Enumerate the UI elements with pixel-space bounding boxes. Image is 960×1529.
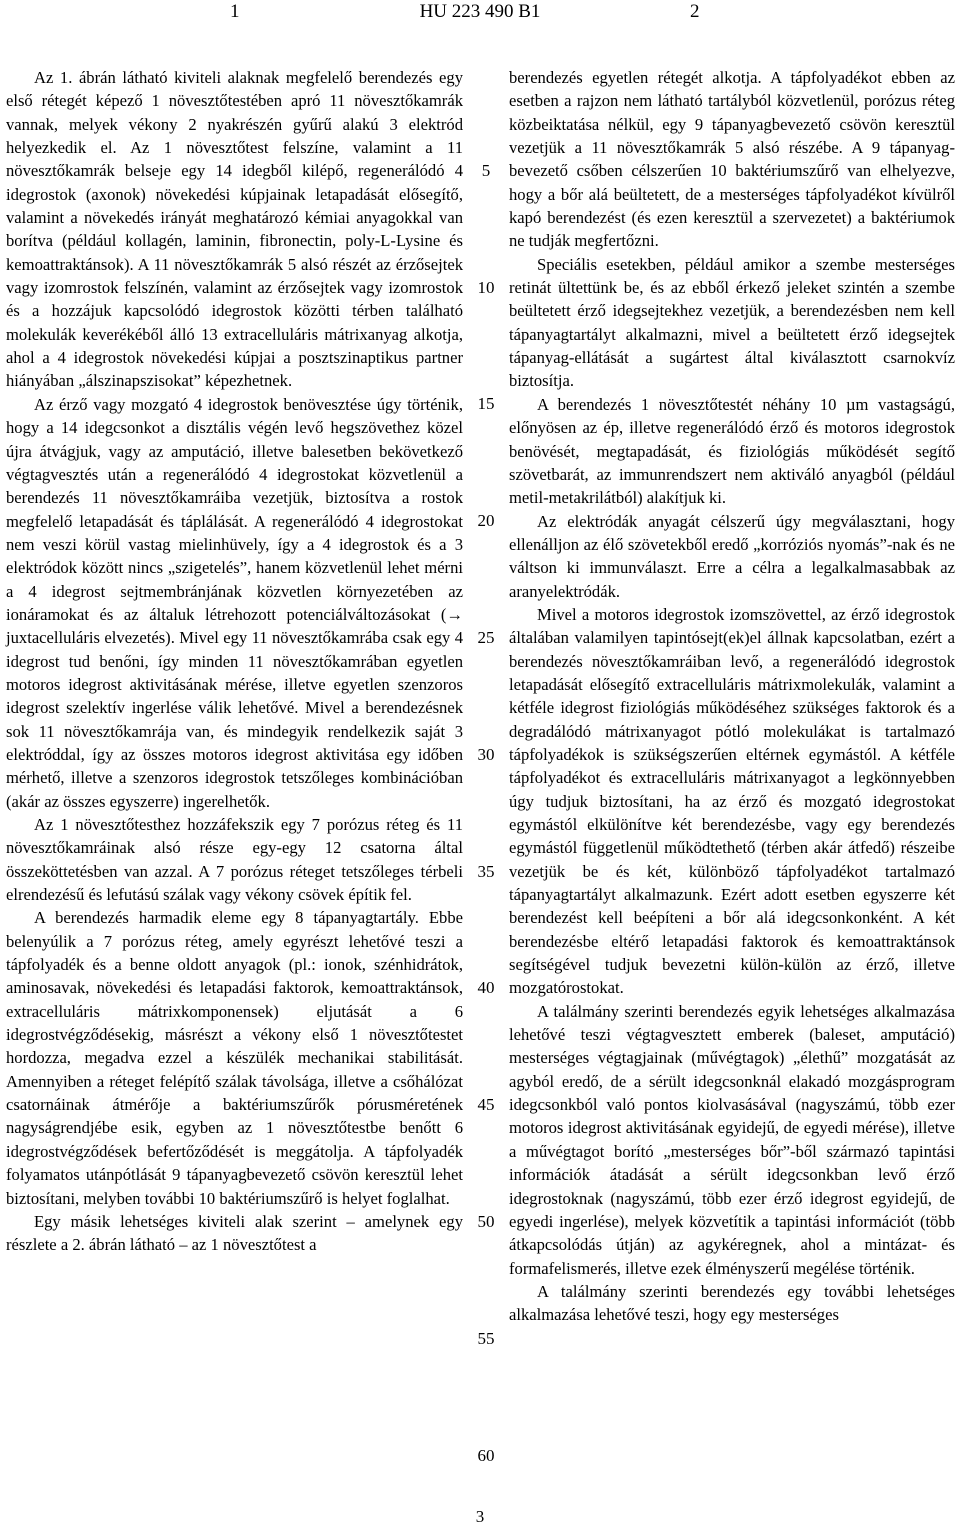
line-number: 45 — [477, 1095, 495, 1114]
paragraph: A találmány szerinti berendezés egy további lehetséges alkalmazása lehetővé teszi, hogy egy mesterséges — [509, 1281, 955, 1325]
patent-number: HU 223 490 B1 — [419, 1, 541, 22]
paragraph: Az 1. ábrán látható kiviteli alaknak megfelelő berendezés egy első rétegét képező 1 növesztőtestében apró 11 növesztőkamrák vannak, melyek vékony 2 nyakrészén gyűrű alakú 3 elektród helyezkedik el. Az 1 növesztőtest felszíne, valamint a 11 növesztőkamrák belseje egy 14 idegből kilépő, regenerálódó 4 idegrostok (axonok) növekedési kúpjainak letapadását elősegítő, valamint a növekedés irányát meghatározó kémiai anyagokkal van borítva (például kollagén, laminin, fibronectin, poly-L-Lysine és kemoattraktánsok). A 11 növesztőkamrák 5 alsó részét az érzősejtek vagy izomrostok felszínén, valamint az érzősejtek vagy izomrostok és a hozzájuk kapcsolódó idegrostok közötti térben található molekulák keverékéből álló 13 extracelluláris mátrixanyag alkotja, ahol a 4 idegrostok növekedési kúpjai a posztszinaptikus partner hiányában „álszinapszisokat” képezhetnek. — [6, 68, 463, 391]
paragraph: A berendezés 1 növesztőtestét néhány 10 µm vastagságú, előnyösen az ép, illetve regenerálódó érző és motoros idegrostok benövését, megtapadását, és fiziológiás működését segítő szövetbarát, az immunrendszert nem aktiváló anyagból (például metil-metakrilátból) alakítjuk ki. — [509, 394, 955, 508]
line-number: 55 — [477, 1329, 495, 1348]
line-number: 40 — [477, 978, 495, 997]
page-number: 3 — [475, 1507, 485, 1526]
paragraph: Az elektródák anyagát célszerű úgy megválasztani, hogy ellenálljon az élő szövetekből eredő „korróziós nyomás”-nak és ne váltson ki immunválaszt. Erre a célra a legalkalmasabbak az aranyelektródák. — [509, 511, 955, 601]
line-number: 35 — [477, 862, 495, 881]
line-number: 25 — [477, 628, 495, 647]
right-text-column — [509, 66, 955, 1327]
line-number: 5 — [481, 161, 491, 180]
paragraph: Egy másik lehetséges kiviteli alak szerint – amelynek egy részlete a 2. ábrán látható – az 1 növesztőtest a — [6, 1211, 463, 1255]
paragraph: Mivel a motoros idegrostok izomszövettel, az érző idegrostok általában valamilyen tapintósejt(ek)el állnak kapcsolatban, ezért a berendezés növesztőkamráiban levő, a regenerálódó idegrostok letapadását elősegítő extracelluláris mátrixmolekulák, valamint a kétféle idegrost fiziológiás működéséhez szükséges faktorok és a degradálódó mátrixanyagot pótló molekulákat is tartalmazó tápfolyadékok is szükségszerűen eltérnek egymástól. A kétféle tápfolyadékot és extracelluláris mátrixanyagot a legkönnyebben úgy tudjuk biztosítani, ha az érző és mozgató idegrostokat egymástól elkülönítve két berendezésbe, vagy egy berendezés egymástól függetlenül működtethető (térben akár átfedő) részeibe vezetjük be és két, különböző tápfolyadékot tartalmazó tápanyagtartályt alkalmazunk. Ezért adott esetben egyszerre két berendezést kell beépíteni a bőr alá idegcsonkonként. A két berendezésbe eltérő letapadási faktorok és kemoattraktánsok segítségével tudjuk bevezetni külön-külön az érző, illetve mozgatórostokat. — [509, 604, 955, 998]
paragraph: A berendezés harmadik eleme egy 8 tápanyagtartály. Ebbe belenyúlik a 7 porózus réteg, amely egyrészt lehetővé teszi a tápfolyadék és a benne oldott anyagok (pl.: ionok, szénhidrátok, aminosavak, növekedési és letapadási faktorok, kemoattraktánsok, extracelluláris mátrixkomponensek) eljutását a 6 idegrostvégződésekig, másrészt a vékony első 1 növesztőtestet hordozza, megadva ezzel a készülék mechanikai stabilitását. Amennyiben a réteget felépítő szálak távolsága, illetve a csőhálózat csatornáinak átmérője a baktériumszűrők pórusméretének nagyságrendjébe esik, egyben az 1 növesztőtestbe benőtt 6 idegrostvégződések befertőződését is meggátolja. A tápfolyadék folyamatos utánpótlását 9 tápanyagbevezető csövön keresztül lehet biztosítani, melyben további 10 baktériumszűrő is helyet foglalhat. — [6, 908, 463, 1208]
paragraph: A találmány szerinti berendezés egyik lehetséges alkalmazása lehetővé teszi végtagvesztett emberek (baleset, amputáció) mesterséges végtagjainak (művégtagok) „élethű” mozgatását az agyból eredő, de a sérült idegcsonknál elakadó mozgásprogram idegcsonkból való pontos kiolvasásával (nagyszámú, több ezer motoros idegrost aktivitásának egyidejű, de egyedi mérése), illetve a művégtagot borító „mesterséges bőr”-ből származó tapintási információk átadását a sérült idegcsonkban levő érző idegrostoknak (nagyszámú, több ezer érző idegrost egyidejű, de egyedi ingerlése), melyek közvetítik a tapintási információt (több átkapcsolódás útján) az agykéregnek, ahol a mintázat- és formafelismerés, illetve ezek élményszerű megélése történik. — [509, 1001, 955, 1278]
line-number: 10 — [477, 278, 495, 297]
line-number: 60 — [477, 1446, 495, 1465]
right-column-number: 2 — [690, 1, 700, 22]
paragraph: berendezés egyetlen rétegét alkotja. A tápfolyadékot ebben az esetben a rajzon nem látható tartályból közvetlenül, porózus réteg közbeiktatása nélkül, egy 9 tápanyagbevezető csövön keresztül vezetjük a 11 növesztőkamrák 5 alsó részébe. A 9 tápanyag-bevezető csőben célszerűen 10 baktériumszűrő van elhelyezve, hogy a bőr alá beültetett, de a mesterséges tápfolyadékot kívülről kapó berendezést (és ezen keresztül a szervezetet) a baktériumok ne tudják megfertőzni. — [509, 68, 955, 251]
line-number: 15 — [477, 394, 495, 413]
paragraph: Az érző vagy mozgató 4 idegrostok benövesztése úgy történik, hogy a 14 idegcsonkot a disztális végén levő hegszövethez közel újra átvágjuk, vagy az amputáció, illetve balesetben bekövetkező végtagvesztés után a regenerálódó 4 idegrostokat közvetlenül a berendezés 11 növesztőkamráiba vezetjük, biztosítva a rostok megfelelő letapadását és táplálását. A regenerálódó 4 idegrostokat nem veszi körül vastag mielinhüvely, így a 4 idegrostok és a 3 elektródok között nincs „szigetelés”, hanem közvetlenül lehet mérni a 4 idegrost sejtmembránjának közvetlen környezetében az ionáramokat és az általuk létrehozott potenciálváltozásokat (→ juxtacelluláris elvezetés). Mivel egy 11 növesztőkamrába csak egy 4 idegrost tud benőni, így minden 11 növesztőkamrában egyetlen motoros idegrost aktivitásának mérése, illetve egyetlen szenzoros idegrost szelektív ingerlése válik lehetővé. Mivel a berendezésnek sok 11 növesztőkamrája van, és mindegyik rendelkezik saját 3 elektróddal, így az összes motoros idegrost aktivitása egy időben mérhető, illetve a szenzoros idegrostok tetszőleges kombinációban (akár az összes egyszerre) ingerelhetők. — [6, 394, 463, 811]
line-number: 20 — [477, 511, 495, 530]
line-number: 50 — [477, 1212, 495, 1231]
paragraph: Speciális esetekben, például amikor a szembe mesterséges retinát ültettünk be, és az ebből érkező jeleket szintén a szembe beültetett érző idegsejtekhez vezetjük, a berendezésben nem kell tápanyagtartályt alkalmazni, mivel a beültetett érző idegsejtek tápanyag-ellátását a sugártest által kiválasztott csarnokvíz biztosítja. — [509, 254, 955, 391]
left-text-column — [6, 66, 463, 1257]
paragraph: Az 1 növesztőtesthez hozzáfekszik egy 7 porózus réteg és 11 növesztőkamráinak alsó része egy-egy 12 csatorna által összeköttetésben van azzal. A 7 porózus réteget tetszőleges térbeli elrendezésű és lefutású szálak vagy vékony csövek építik fel. — [6, 815, 463, 905]
line-number: 30 — [477, 745, 495, 764]
page-header — [0, 0, 960, 28]
left-column-number: 1 — [230, 1, 240, 22]
